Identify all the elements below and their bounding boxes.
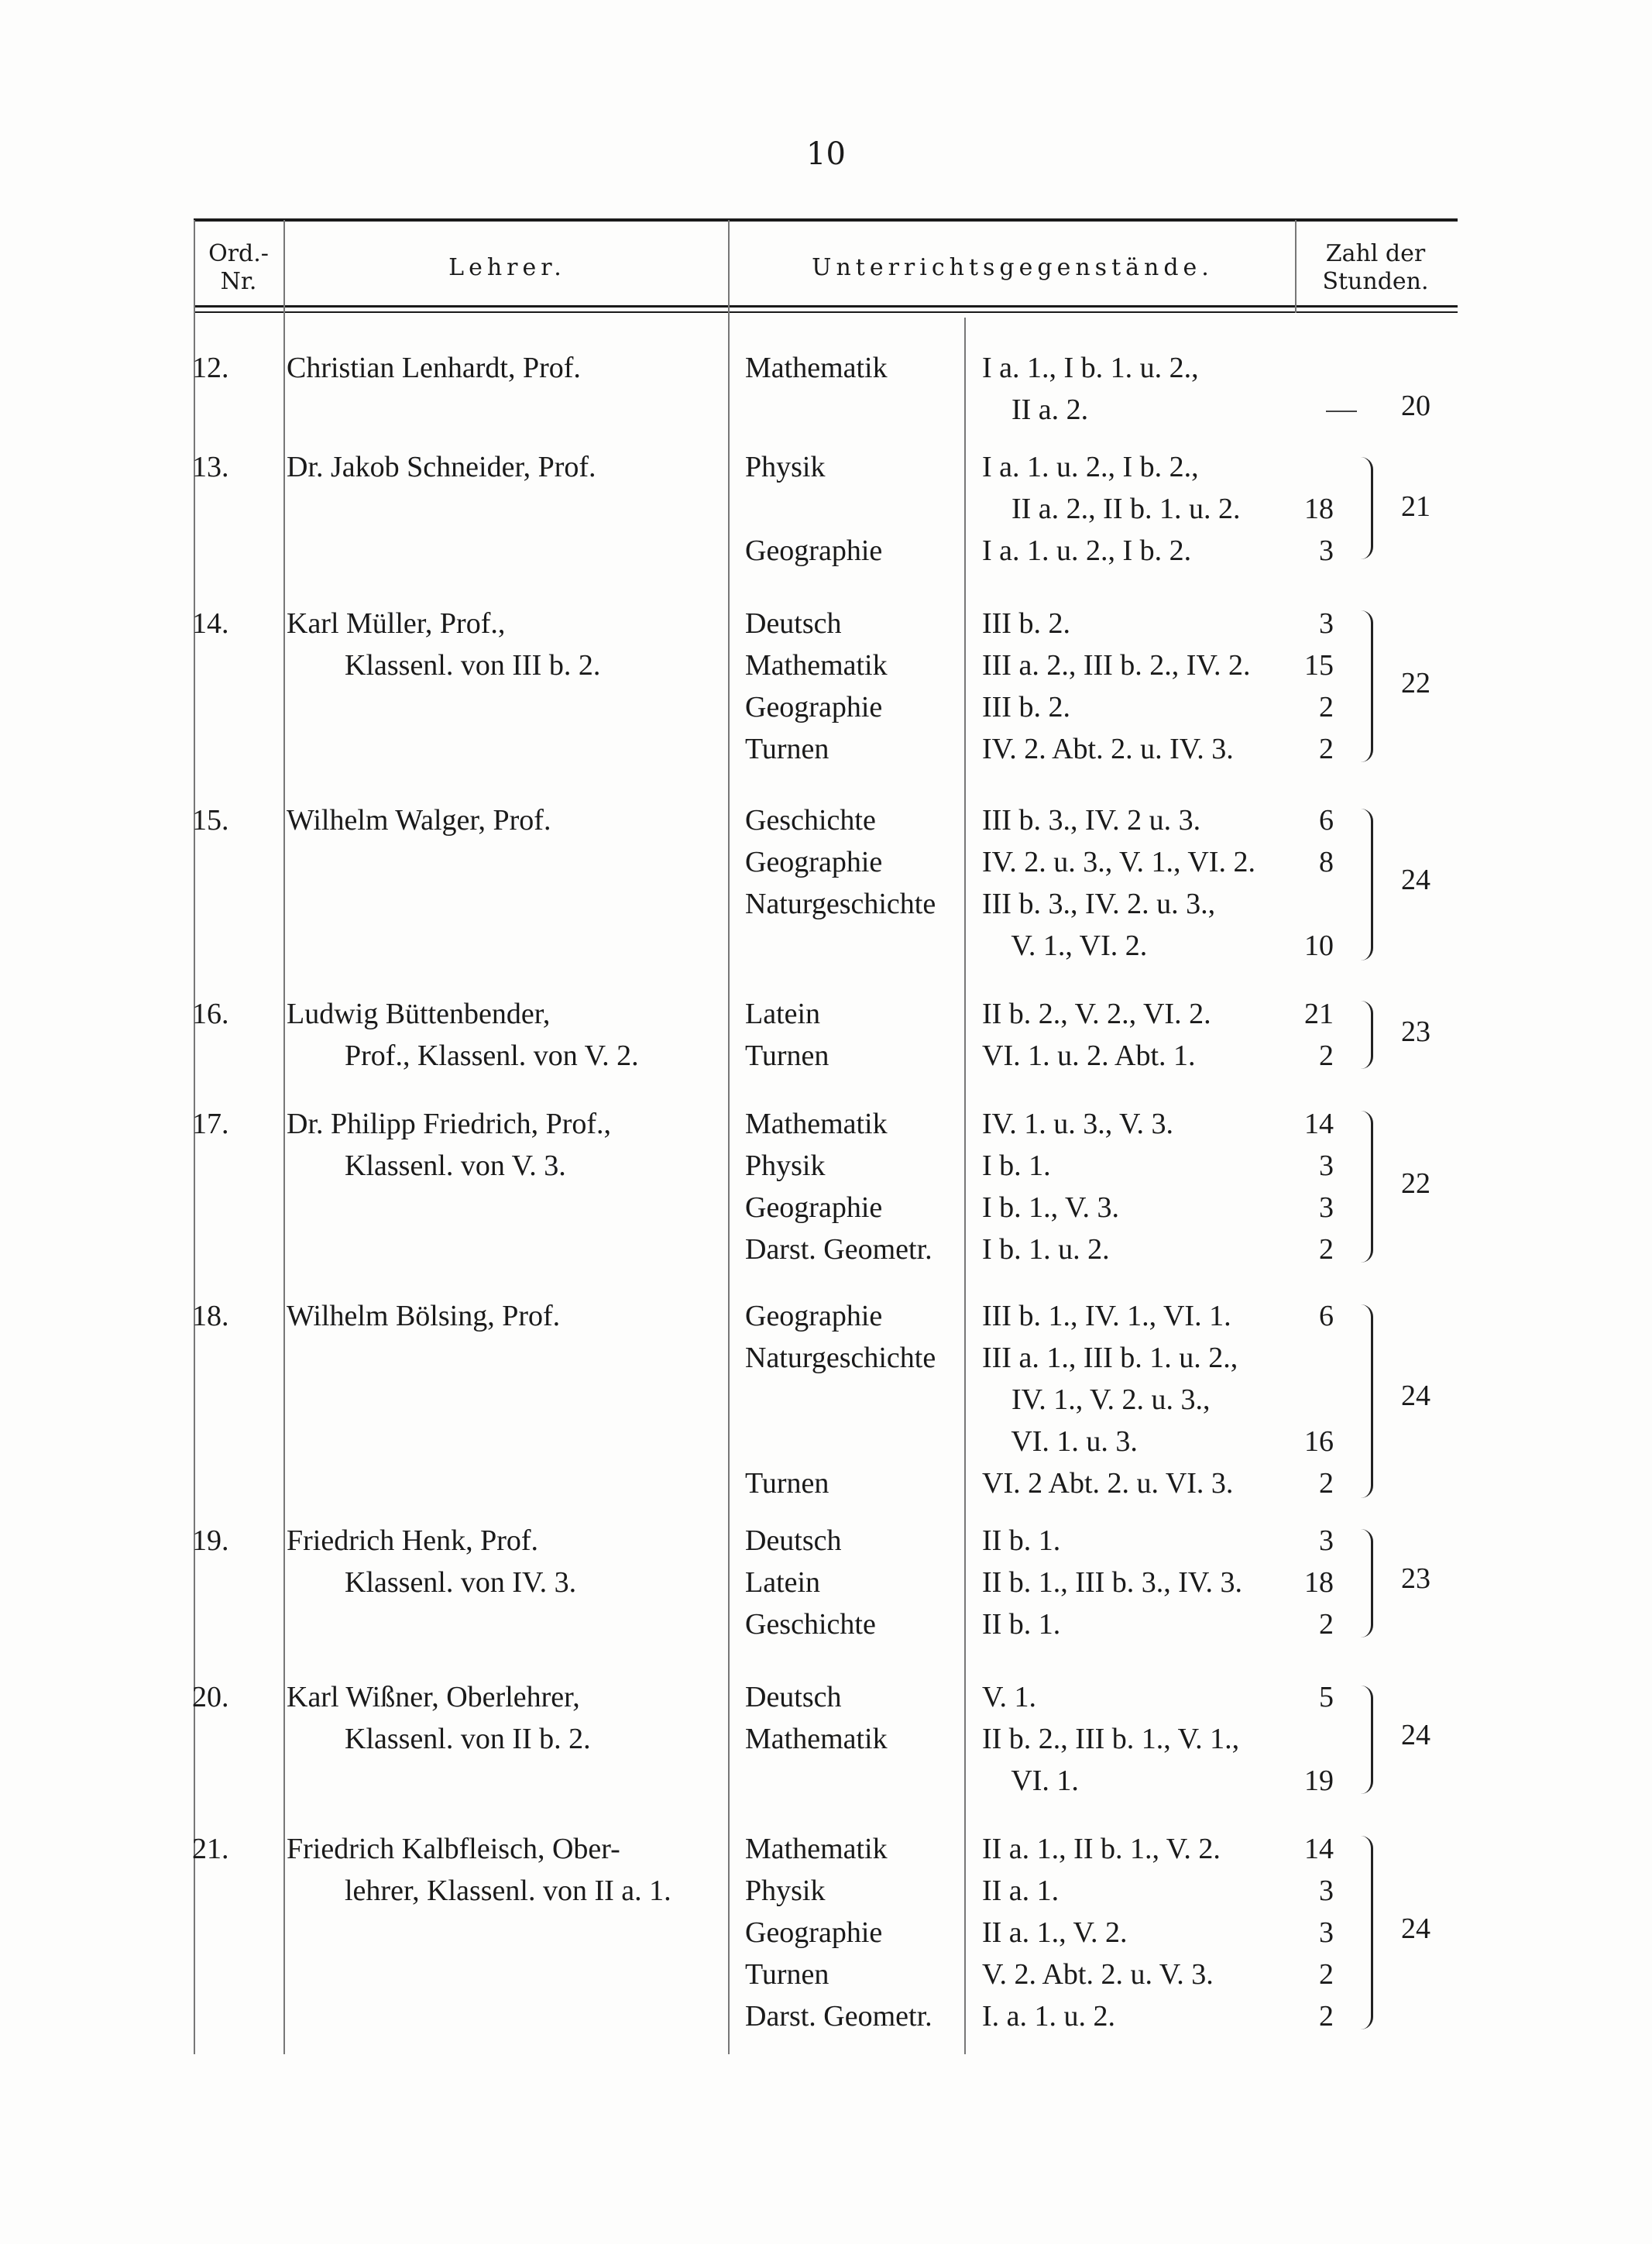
hours: 2 [1319,1233,1334,1266]
klassen: VI. 1. u. 2. Abt. 1. [982,1040,1196,1072]
row-subjects [745,1520,946,1645]
row-total: 23 [1401,1562,1430,1595]
subject: Geographie [745,846,883,878]
subject [745,1421,946,1462]
klassen: III b. 1., IV. 1., VI. 1. [982,1300,1231,1332]
hours: 3 [1319,1916,1334,1949]
klassen: II b. 2., V. 2., VI. 2. [982,998,1211,1030]
row-klassen [982,799,1315,967]
row-total: 22 [1401,667,1430,699]
hours: 8 [1319,846,1334,878]
hours: 2 [1319,733,1334,765]
subject: Geographie [745,1916,883,1949]
teacher-name: Wilhelm Walger, Prof. [287,804,551,837]
subject: Turnen [745,1958,829,1991]
teacher-name: Dr. Philipp Friedrich, Prof., [287,1108,612,1140]
teacher-role: Klassenl. von IV. 3. [345,1566,577,1599]
hours: 2 [1319,691,1334,723]
row-hours [1278,603,1334,770]
klassen: III a. 2., III b. 2., IV. 2. [982,649,1251,682]
row-klassen [982,1295,1315,1504]
row-total: 24 [1401,1719,1430,1751]
klassen: I a. 1. u. 2., I b. 2. [982,534,1192,567]
subject: Mathematik [745,1108,888,1140]
row-hours [1278,446,1334,572]
klassen: II a. 1. [982,1875,1060,1907]
klassen: II a. 1., II b. 1., V. 2. [982,1833,1221,1865]
hours: 19 [1304,1765,1334,1797]
hours: 3 [1319,534,1334,567]
row-subjects [745,1295,946,1504]
brace [1360,809,1373,960]
teacher-role: Klassenl. von III b. 2. [345,649,601,682]
row-klassen [982,603,1315,770]
brace [1360,1111,1373,1263]
teacher-name: Karl Müller, Prof., [287,607,506,640]
klassen: II b. 2., III b. 1., V. 1., [982,1723,1240,1755]
subject: Turnen [745,1467,829,1500]
klassen: II a. 2. [982,393,1089,426]
subject: Turnen [745,733,829,765]
row-teacher [287,1295,716,1337]
subject: Deutsch [745,607,842,640]
header-bottom-rule-2 [194,311,1458,313]
klassen: I a. 1. u. 2., I b. 2., [982,451,1199,483]
row-subjects [745,446,946,572]
subject: Latein [745,1566,821,1599]
klassen: I a. 1., I b. 1. u. 2., [982,352,1199,384]
subject: Physik [745,1149,826,1182]
row-nr: 20. [192,1681,229,1713]
hours [1278,1379,1334,1421]
klassen: II a. 2., II b. 1. u. 2. [982,493,1241,525]
subject: Deutsch [745,1524,842,1557]
row-hours [1278,1828,1334,2037]
row-nr: 13. [192,451,229,483]
subject: Geographie [745,1191,883,1224]
klassen: V. 1., VI. 2. [982,930,1148,962]
klassen: II b. 1., III b. 3., IV. 3. [982,1566,1242,1599]
row-nr: 12. [192,352,229,384]
hours: 2 [1319,2000,1334,2033]
row-nr: 18. [192,1300,229,1332]
klassen: III b. 3., IV. 2 u. 3. [982,804,1201,837]
brace [1360,1686,1373,1794]
subject: Physik [745,451,826,483]
header-lehrer: Lehrer. [448,254,566,281]
hours: 14 [1304,1108,1334,1140]
hours: 3 [1319,607,1334,640]
hours: 10 [1304,930,1334,962]
row-teacher [287,1828,716,1912]
header-stunden: Zahl der Stunden. [1322,240,1429,295]
row-teacher [287,993,716,1077]
row-hours [1278,1295,1334,1504]
row-nr: 15. [192,804,229,837]
row-subjects [745,993,946,1077]
hours: 5 [1319,1681,1334,1713]
dash-mark [1326,411,1357,412]
klassen: III a. 1., III b. 1. u. 2., [982,1342,1238,1374]
row-teacher [287,446,716,488]
teacher-name: Friedrich Henk, Prof. [287,1524,539,1557]
brace [1360,1001,1373,1069]
klassen: II a. 1., V. 2. [982,1916,1128,1949]
subject: Deutsch [745,1681,842,1713]
hours: 3 [1319,1149,1334,1182]
teacher-role: Klassenl. von V. 3. [345,1149,566,1182]
hours [1278,883,1334,925]
subject [745,488,946,530]
row-klassen [982,1828,1315,2037]
row-klassen [982,347,1315,431]
header-bottom-rule [194,305,1458,308]
teacher-role: Klassenl. von II b. 2. [345,1723,591,1755]
row-hours [1278,799,1334,967]
klassen: IV. 2. Abt. 2. u. IV. 3. [982,733,1234,765]
row-subjects [745,799,946,967]
klassen: VI. 1. [982,1765,1079,1797]
row-nr: 21. [192,1833,229,1865]
row-klassen [982,446,1315,572]
subject: Geographie [745,1300,883,1332]
klassen: V. 1. [982,1681,1037,1713]
row-nr: 16. [192,998,229,1030]
subject: Geographie [745,691,883,723]
row-subjects [745,347,946,389]
hours: 21 [1304,998,1334,1030]
row-klassen [982,1676,1315,1802]
row-total: 24 [1401,1912,1430,1945]
row-teacher [287,1520,716,1603]
subject: Mathematik [745,1833,888,1865]
klassen: I. a. 1. u. 2. [982,2000,1116,2033]
row-total: 24 [1401,864,1430,896]
subject [745,925,946,967]
klassen: III b. 2. [982,607,1070,640]
subject: Physik [745,1875,826,1907]
hours: 18 [1304,493,1334,525]
klassen: VI. 2 Abt. 2. u. VI. 3. [982,1467,1234,1500]
row-nr: 19. [192,1524,229,1557]
klassen: IV. 1., V. 2. u. 3., [982,1383,1211,1416]
header-ord-nr: Ord.- Nr. [208,240,269,295]
row-teacher [287,603,716,686]
hours: 2 [1319,1958,1334,1991]
row-teacher [287,1103,716,1187]
hours: 2 [1319,1467,1334,1500]
klassen: IV. 1. u. 3., V. 3. [982,1108,1174,1140]
subject: Geographie [745,534,883,567]
table-top-rule [194,218,1458,222]
hours: 18 [1304,1566,1334,1599]
row-nr: 14. [192,607,229,640]
row-hours [1278,1103,1334,1270]
row-total: 24 [1401,1380,1430,1412]
subject: Mathematik [745,352,888,384]
hours: 3 [1319,1191,1334,1224]
subject: Geschichte [745,1608,876,1641]
row-subjects [745,1103,946,1270]
subject: Mathematik [745,649,888,682]
brace [1360,1529,1373,1637]
subject [745,1379,946,1421]
hours: 16 [1304,1425,1334,1458]
klassen: I b. 1. u. 2. [982,1233,1110,1266]
row-klassen [982,1520,1315,1645]
klassen: III b. 3., IV. 2. u. 3., [982,888,1216,920]
row-subjects [745,603,946,770]
klassen: I b. 1. [982,1149,1051,1182]
hours: 15 [1304,649,1334,682]
subject: Mathematik [745,1723,888,1755]
col-divider-subject [964,318,966,2054]
col-divider-hours [1295,220,1297,313]
klassen: III b. 2. [982,691,1070,723]
teacher-name: Christian Lenhardt, Prof. [287,352,581,384]
teacher-name: Friedrich Kalbfleisch, Ober- [287,1833,620,1865]
hours: 6 [1319,804,1334,837]
hours: 2 [1319,1040,1334,1072]
row-nr: 17. [192,1108,229,1140]
hours: 3 [1319,1524,1334,1557]
brace [1360,1304,1373,1498]
subject: Geschichte [745,804,876,837]
teacher-role: lehrer, Klassenl. von II a. 1. [345,1875,671,1907]
subject: Darst. Geometr. [745,2000,932,2033]
brace [1360,1836,1373,2029]
row-total: 22 [1401,1167,1430,1200]
hours: 6 [1319,1300,1334,1332]
hours: 2 [1319,1608,1334,1641]
teacher-name: Ludwig Büttenbender, [287,998,551,1030]
brace [1360,610,1373,762]
row-hours [1278,1676,1334,1802]
klassen: V. 2. Abt. 2. u. V. 3. [982,1958,1214,1991]
row-hours [1278,1520,1334,1645]
klassen: II b. 1. [982,1608,1061,1641]
hours [1278,1718,1334,1760]
subject [745,1760,946,1802]
row-teacher [287,347,716,389]
klassen: VI. 1. u. 3. [982,1425,1138,1458]
row-teacher [287,1676,716,1760]
teacher-name: Karl Wißner, Oberlehrer, [287,1681,580,1713]
hours: 3 [1319,1875,1334,1907]
header-gegenstaende: Unterrichtsgegenstände. [812,254,1214,281]
klassen: I b. 1., V. 3. [982,1191,1120,1224]
row-teacher [287,799,716,841]
row-klassen [982,1103,1315,1270]
teacher-role: Prof., Klassenl. von V. 2. [345,1040,639,1072]
hours [1278,446,1334,488]
hours [1278,1337,1334,1379]
row-subjects [745,1676,946,1802]
row-klassen [982,993,1315,1077]
teacher-name: Wilhelm Bölsing, Prof. [287,1300,561,1332]
page-number: 10 [806,136,846,172]
subject: Darst. Geometr. [745,1233,932,1266]
hours: 14 [1304,1833,1334,1865]
row-total: 20 [1401,390,1430,422]
row-hours [1278,993,1334,1077]
klassen: IV. 2. u. 3., V. 1., VI. 2. [982,846,1255,878]
subject: Turnen [745,1040,829,1072]
row-total: 23 [1401,1015,1430,1048]
subject: Naturgeschichte [745,1342,936,1374]
subject: Naturgeschichte [745,888,936,920]
brace [1360,457,1373,559]
teacher-name: Dr. Jakob Schneider, Prof. [287,451,596,483]
subject: Latein [745,998,821,1030]
col-divider-teacher [728,220,730,2054]
col-divider-nr [283,220,285,2054]
klassen: II b. 1. [982,1524,1061,1557]
row-subjects [745,1828,946,2037]
row-total: 21 [1401,490,1430,523]
